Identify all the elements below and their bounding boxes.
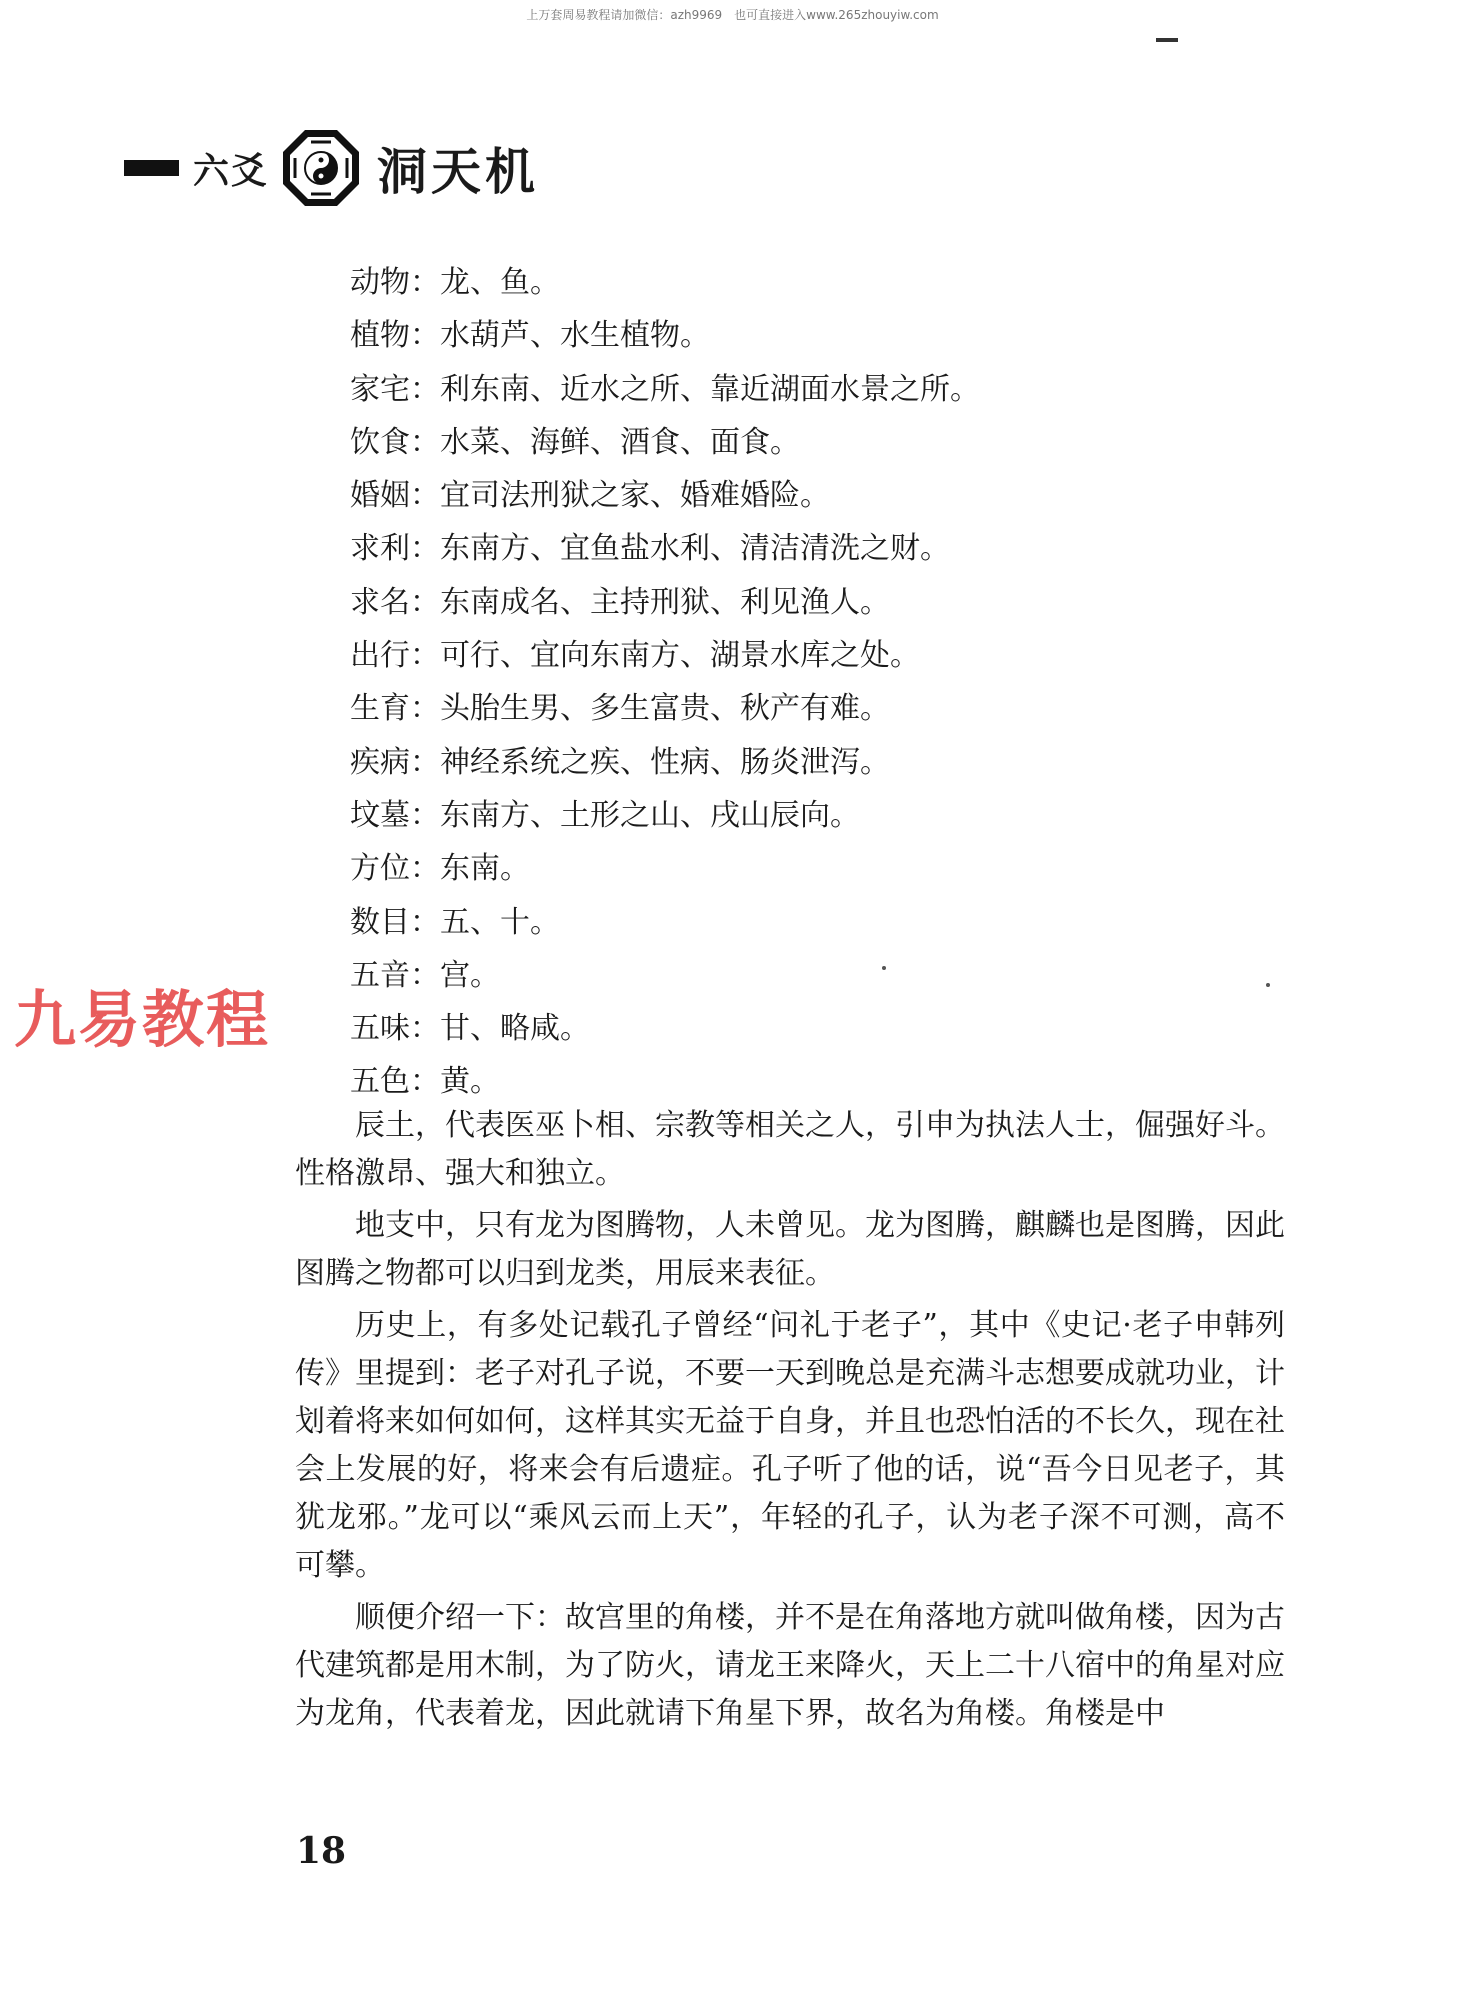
entry-label: 疾病： [350, 744, 440, 780]
entry-label: 求名： [350, 584, 440, 620]
entry-label: 生育： [350, 691, 440, 727]
entry-text: 宫。 [440, 957, 500, 993]
entry-text: 神经系统之疾、性病、肠炎泄泻。 [440, 744, 890, 780]
entry-text: 东南方、宜鱼盐水利、清洁清洗之财。 [440, 531, 950, 567]
entry-text: 头胎生男、多生富贵、秋产有难。 [440, 691, 890, 727]
entry-label: 求利： [350, 531, 440, 567]
entry-text: 可行、宜向东南方、湖景水库之处。 [440, 638, 920, 674]
entry-text: 水葫芦、水生植物。 [440, 318, 710, 354]
paragraph: 历史上，有多处记载孔子曾经“问礼于老子”，其中《史记·老子申韩列传》里提到：老子对孔子说，不要一天到晚总是充满斗志想要成就功业，计划着将来如何如何，这样其实无益于自身，并且也恐怕活的不长久，现在社会上发展的好，将来会有后遗症。孔子听了他的话，说“吾今日见老子，其犹龙邪。”龙可以“乘风云而上天”，年轻的孔子，认为老子深不可测，高不可攀。 [295, 1308, 1285, 1583]
entry-label: 饮食： [350, 424, 440, 460]
body-text [295, 1102, 1285, 1742]
page-number: 18 [296, 1830, 347, 1872]
paragraph: 辰土，代表医巫卜相、宗教等相关之人，引申为执法人士，倔强好斗。性格激昂、强大和独立。 [295, 1108, 1285, 1191]
entry-text: 东南。 [440, 851, 530, 887]
entry-text: 利东南、近水之所、靠近湖面水景之所。 [440, 371, 980, 407]
book-title: 洞天机 [377, 142, 540, 201]
paragraph: 地支中，只有龙为图腾物，人未曾见。龙为图腾，麒麟也是图腾，因此图腾之物都可以归到龙类，用辰来表征。 [295, 1208, 1285, 1291]
header-small-title: 六爻 [193, 149, 270, 192]
entry-label: 动物： [350, 265, 440, 300]
entry-text: 东南方、土形之山、戌山辰向。 [440, 797, 860, 833]
entry-text: 五、十。 [440, 904, 560, 940]
entry-label: 坟墓： [350, 797, 440, 833]
entry-label: 五音： [350, 957, 440, 993]
entry-text: 东南成名、主持刑狱、利见渔人。 [440, 584, 890, 620]
entry-text: 黄。 [440, 1064, 500, 1100]
entry-label: 方位： [350, 851, 440, 887]
entry-label: 婚姻： [350, 478, 440, 514]
entry-text: 水菜、海鲜、酒食、面食。 [440, 424, 800, 460]
entry-label: 五味： [350, 1011, 440, 1047]
entry-label: 五色： [350, 1064, 440, 1100]
entry-text: 龙、鱼。 [440, 265, 560, 300]
entry-label: 植物： [350, 318, 440, 354]
entry-text: 宜司法刑狱之家、婚难婚险。 [440, 478, 830, 514]
watermark-logo: 九易教程 [14, 983, 271, 1056]
entry-text: 甘、略咸。 [440, 1011, 590, 1047]
top-banner: 上万套周易教程请加微信：azh9969 也可直接进入www.265zhouyiw.com [526, 8, 939, 22]
entry-label: 数目： [350, 904, 440, 940]
paragraph: 顺便介绍一下：故宫里的角楼，并不是在角落地方就叫做角楼，因为古代建筑都是用木制，为了防火，请龙王来降火，天上二十八宿中的角星对应为龙角，代表着龙，因此就请下角星下界，故名为角楼。角楼是中 [295, 1600, 1285, 1731]
entry-label: 出行： [350, 638, 440, 674]
entry-label: 家宅： [350, 371, 440, 407]
